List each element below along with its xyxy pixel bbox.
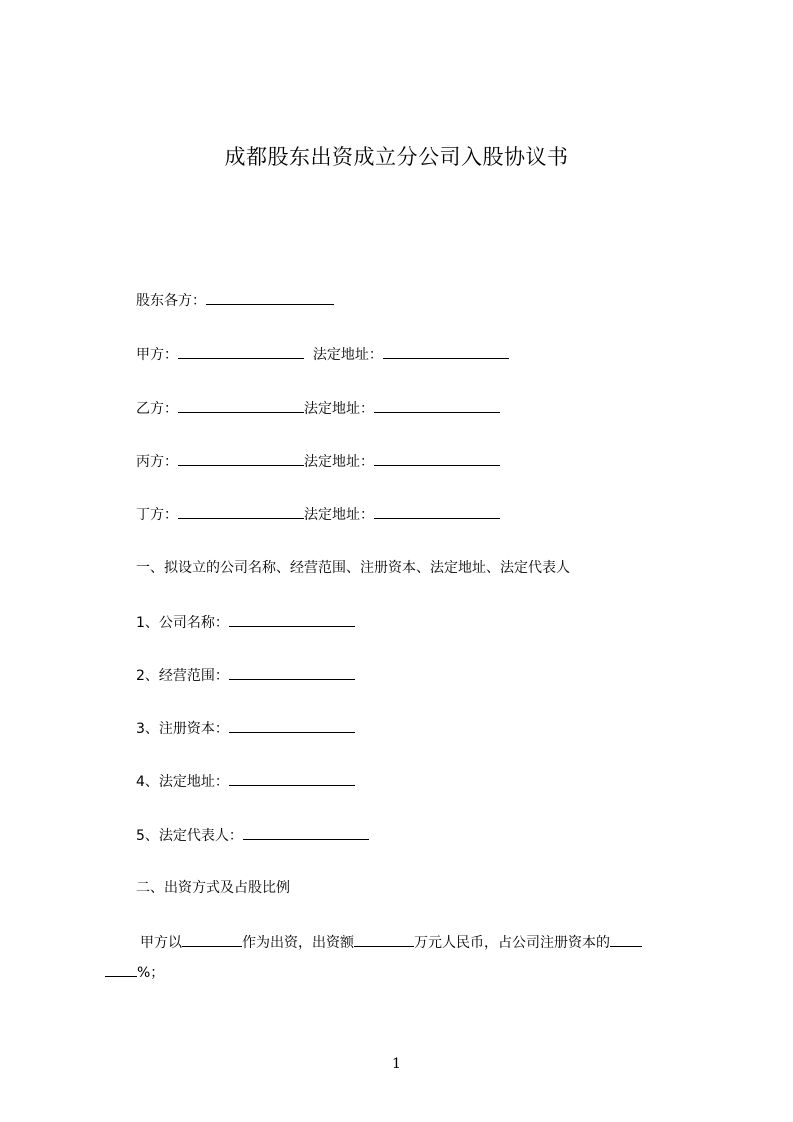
party-line-c <box>136 451 500 472</box>
address-label: 法定地址： <box>304 401 374 417</box>
party-name-blank[interactable] <box>178 451 304 466</box>
address-blank[interactable] <box>374 451 500 466</box>
item-blank[interactable] <box>229 665 355 680</box>
party-label: 丙方： <box>136 454 178 470</box>
document-title: 成都股东出资成立分公司入股协议书 <box>224 145 569 169</box>
party-label: 乙方： <box>136 401 178 417</box>
party-name-blank[interactable] <box>178 344 304 359</box>
party-name-blank[interactable] <box>178 398 304 413</box>
page-number: 1 <box>392 1056 401 1072</box>
address-blank[interactable] <box>383 344 509 359</box>
party-label: 丁方： <box>136 507 178 523</box>
address-blank[interactable] <box>374 504 500 519</box>
share-percent-blank-continued[interactable] <box>105 962 137 977</box>
item-company-name <box>136 612 355 633</box>
party-label: 甲方： <box>136 347 178 363</box>
section2-heading: 二、出资方式及占股比例 <box>136 880 290 896</box>
item-blank[interactable] <box>229 718 355 733</box>
shareholders-label: 股东各方： <box>136 293 206 309</box>
contribution-paragraph-line1 <box>140 932 642 953</box>
party-line-a <box>136 344 509 365</box>
item-legal-representative <box>136 825 369 846</box>
item-label: 3、注册资本： <box>136 721 229 737</box>
address-blank[interactable] <box>374 398 500 413</box>
item-business-scope <box>136 665 355 686</box>
item-legal-address <box>136 771 355 792</box>
section1-heading: 一、拟设立的公司名称、经营范围、注册资本、法定地址、法定代表人 <box>136 560 570 576</box>
item-registered-capital <box>136 718 355 739</box>
share-percent-blank[interactable] <box>610 932 642 947</box>
item-label: 5、法定代表人： <box>136 828 243 844</box>
contribution-form-blank[interactable] <box>182 932 242 947</box>
para-text: %； <box>137 965 165 981</box>
address-label: 法定地址： <box>304 507 374 523</box>
para-text: 万元人民币，占公司注册资本的 <box>414 935 610 951</box>
item-blank[interactable] <box>243 825 369 840</box>
shareholders-blank[interactable] <box>206 290 334 305</box>
shareholders-line <box>136 290 334 311</box>
contribution-paragraph-line2 <box>105 962 164 983</box>
party-name-blank[interactable] <box>178 504 304 519</box>
item-label: 1、公司名称： <box>136 615 229 631</box>
party-line-d <box>136 504 500 525</box>
item-label: 4、法定地址： <box>136 774 229 790</box>
para-text: 甲方以 <box>140 935 182 951</box>
contribution-amount-blank[interactable] <box>354 932 414 947</box>
address-label: 法定地址： <box>312 347 383 363</box>
item-blank[interactable] <box>229 771 355 786</box>
item-blank[interactable] <box>229 612 355 627</box>
item-label: 2、经营范围： <box>136 668 229 684</box>
para-text: 作为出资，出资额 <box>242 935 354 951</box>
party-line-b <box>136 398 500 419</box>
address-label: 法定地址： <box>304 454 374 470</box>
